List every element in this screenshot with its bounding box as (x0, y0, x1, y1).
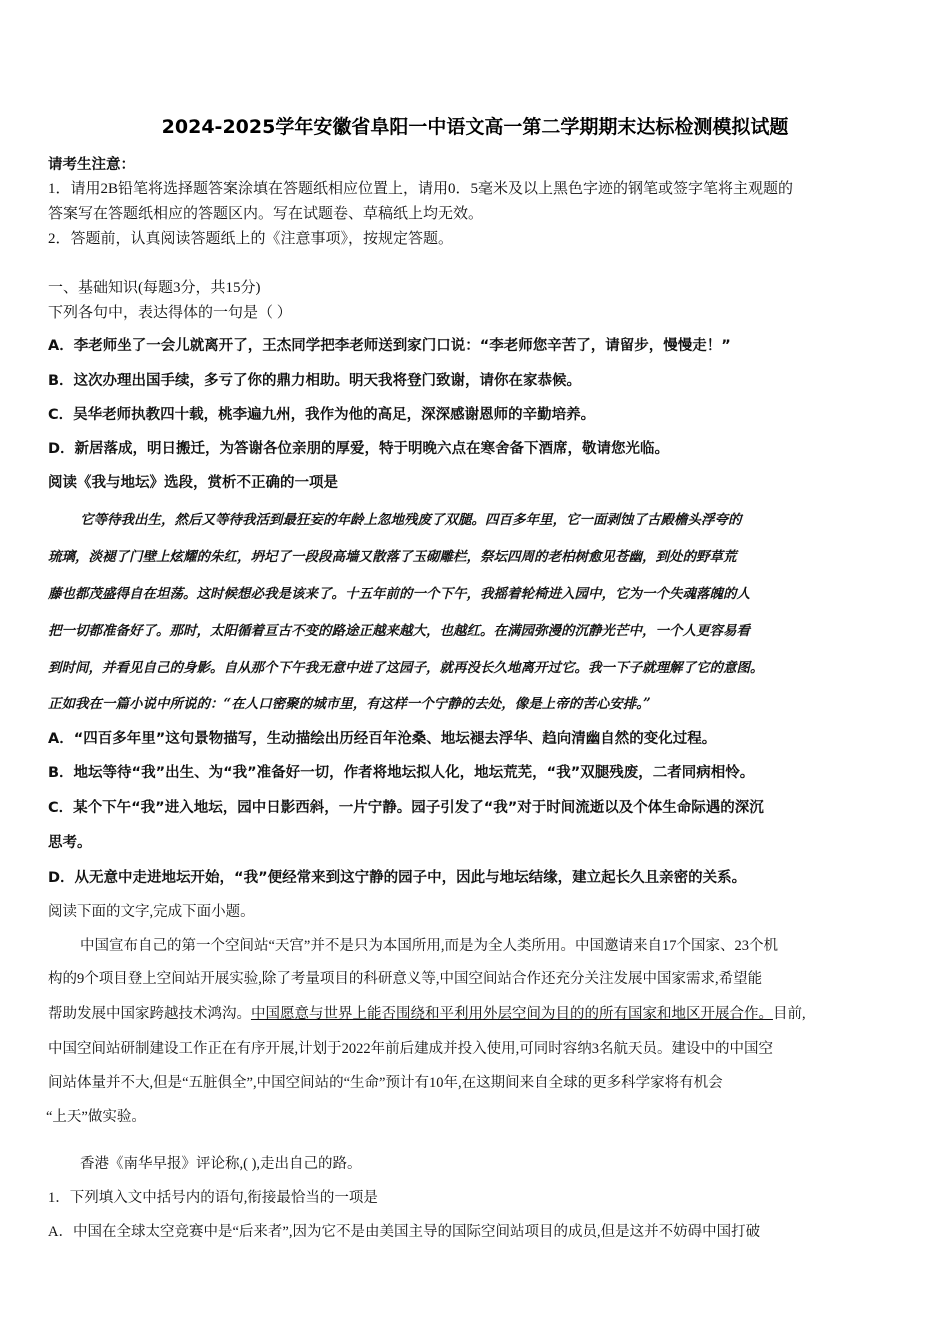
passage-text: 目前, (773, 1006, 806, 1022)
passage-line: 正如我在一篇小说中所说的：“在人口密聚的城市里，有这样一个宁静的去处，像是上帝的苦心安排。” (48, 696, 651, 712)
option-b: B．地坛等待“我”出生、为“我”准备好一切，作者将地坛拟人化，地坛荒芜，“我”双腿残废，二者同病相怜。 (48, 765, 755, 781)
passage-line: 把一切都准备好了。那时，太阳循着亘古不变的路途正越来越大，也越红。在满园弥漫的沉静光芒中，一个人更容易看 (48, 623, 750, 639)
passage-line: 到时间，并看见自己的身影。自从那个下午我无意中进了这园子，就再没长久地离开过它。我一下子就理解了它的意图。 (48, 660, 764, 676)
underlined-sentence: 中国愿意与世界上能否围绕和平利用外层空间为目的的所有国家和地区开展合作。 (251, 1006, 773, 1022)
option-c: C．某个下午“我”进入地坛，园中日影西斜，一片宁静。园子引发了“我”对于时间流逝以及个体生命际遇的深沉 (48, 800, 764, 816)
question-stem: 阅读《我与地坛》选段，赏析不正确的一项是 (48, 475, 338, 491)
notice-item-2: 2．答题前，认真阅读答题纸上的《注意事项》，按规定答题。 (48, 231, 454, 247)
option-c: C．吴华老师执教四十载，桃李遍九州，我作为他的高足，深深感谢恩师的辛勤培养。 (48, 407, 596, 423)
passage-line (48, 1002, 806, 1023)
option-d: D．从无意中走进地坛开始，“我”便经常来到这宁静的园子中，因此与地坛结缘，建立起长久且亲密的关系。 (48, 870, 747, 886)
passage-line: 中国宣布自己的第一个空间站“天宫”并不是只为本国所用,而是为全人类所用。中国邀请来自17个国家、23个机 (80, 938, 778, 954)
passage-line: 藤也都茂盛得自在坦荡。这时候想必我是该来了。十五年前的一个下午，我摇着轮椅进入园中，它为一个失魂落魄的人 (48, 586, 750, 602)
passage-text: 帮助发展中国家跨越技术鸿沟。 (48, 1006, 251, 1022)
passage-line: 构的9个项目登上空间站开展实验,除了考量项目的科研意义等,中国空间站合作还充分关注发展中国家需求,希望能 (48, 971, 763, 987)
notice-heading: 请考生注意： (48, 157, 135, 173)
notice-item-1: 1．请用2B铅笔将选择题答案涂填在答题纸相应位置上，请用0．5毫米及以上黑色字迹的钢笔或签字笔将主观题的 (48, 181, 794, 197)
passage-line: 间站体量并不大,但是“五脏俱全”,中国空间站的“生命”预计有10年,在这期间来自全球的更多科学家将有机会 (48, 1075, 723, 1091)
passage-line: “上天”做实验。 (46, 1109, 146, 1125)
passage-line: 香港《南华早报》评论称,( ),走出自己的路。 (80, 1156, 362, 1172)
question-stem: 下列各句中，表达得体的一句是（ ） (48, 305, 292, 321)
option-a: A．李老师坐了一会儿就离开了，王杰同学把李老师送到家门口说：“李老师您辛苦了，请留步，慢慢走！” (48, 338, 731, 354)
option-a: A．“四百多年里”这句景物描写，生动描绘出历经百年沧桑、地坛褪去浮华、趋向清幽自然的变化过程。 (48, 731, 717, 747)
notice-item-1-cont: 答案写在答题纸相应的答题区内。写在试题卷、草稿纸上均无效。 (48, 206, 484, 222)
option-c-cont: 思考。 (48, 835, 92, 851)
option-a: A．中国在全球太空竞赛中是“后来者”,因为它不是由美国主导的国际空间站项目的成员,但是这并不妨碍中国打破 (48, 1224, 761, 1240)
passage-line: 琉璃，淡褪了门壁上炫耀的朱红，坍圮了一段段高墙又散落了玉砌雕栏，祭坛四周的老柏树愈见苍幽，到处的野草荒 (48, 549, 737, 565)
option-d: D．新居落成，明日搬迁，为答谢各位亲朋的厚爱，特于明晚六点在寒舍备下酒席，敬请您光临。 (48, 441, 670, 457)
passage-line: 中国空间站研制建设工作正在有序开展,计划于2022年前后建成并投入使用,可同时容纳3名航天员。建设中的中国空 (48, 1041, 773, 1057)
option-b: B．这次办理出国手续，多亏了你的鼎力相助。明天我将登门致谢，请你在家恭候。 (48, 373, 582, 389)
question-stem: 1．下列填入文中括号内的语句,衔接最恰当的一项是 (48, 1190, 378, 1206)
reading-intro: 阅读下面的文字,完成下面小题。 (48, 904, 255, 920)
section-heading: 一、基础知识(每题3分，共15分) (48, 280, 261, 296)
passage-line: 它等待我出生，然后又等待我活到最狂妄的年龄上忽地残废了双腿。四百多年里，它一面剥蚀了古殿檐头浮夸的 (80, 512, 742, 528)
exam-title: 2024-2025学年安徽省阜阳一中语文高一第二学期期末达标检测模拟试题 (161, 116, 789, 138)
